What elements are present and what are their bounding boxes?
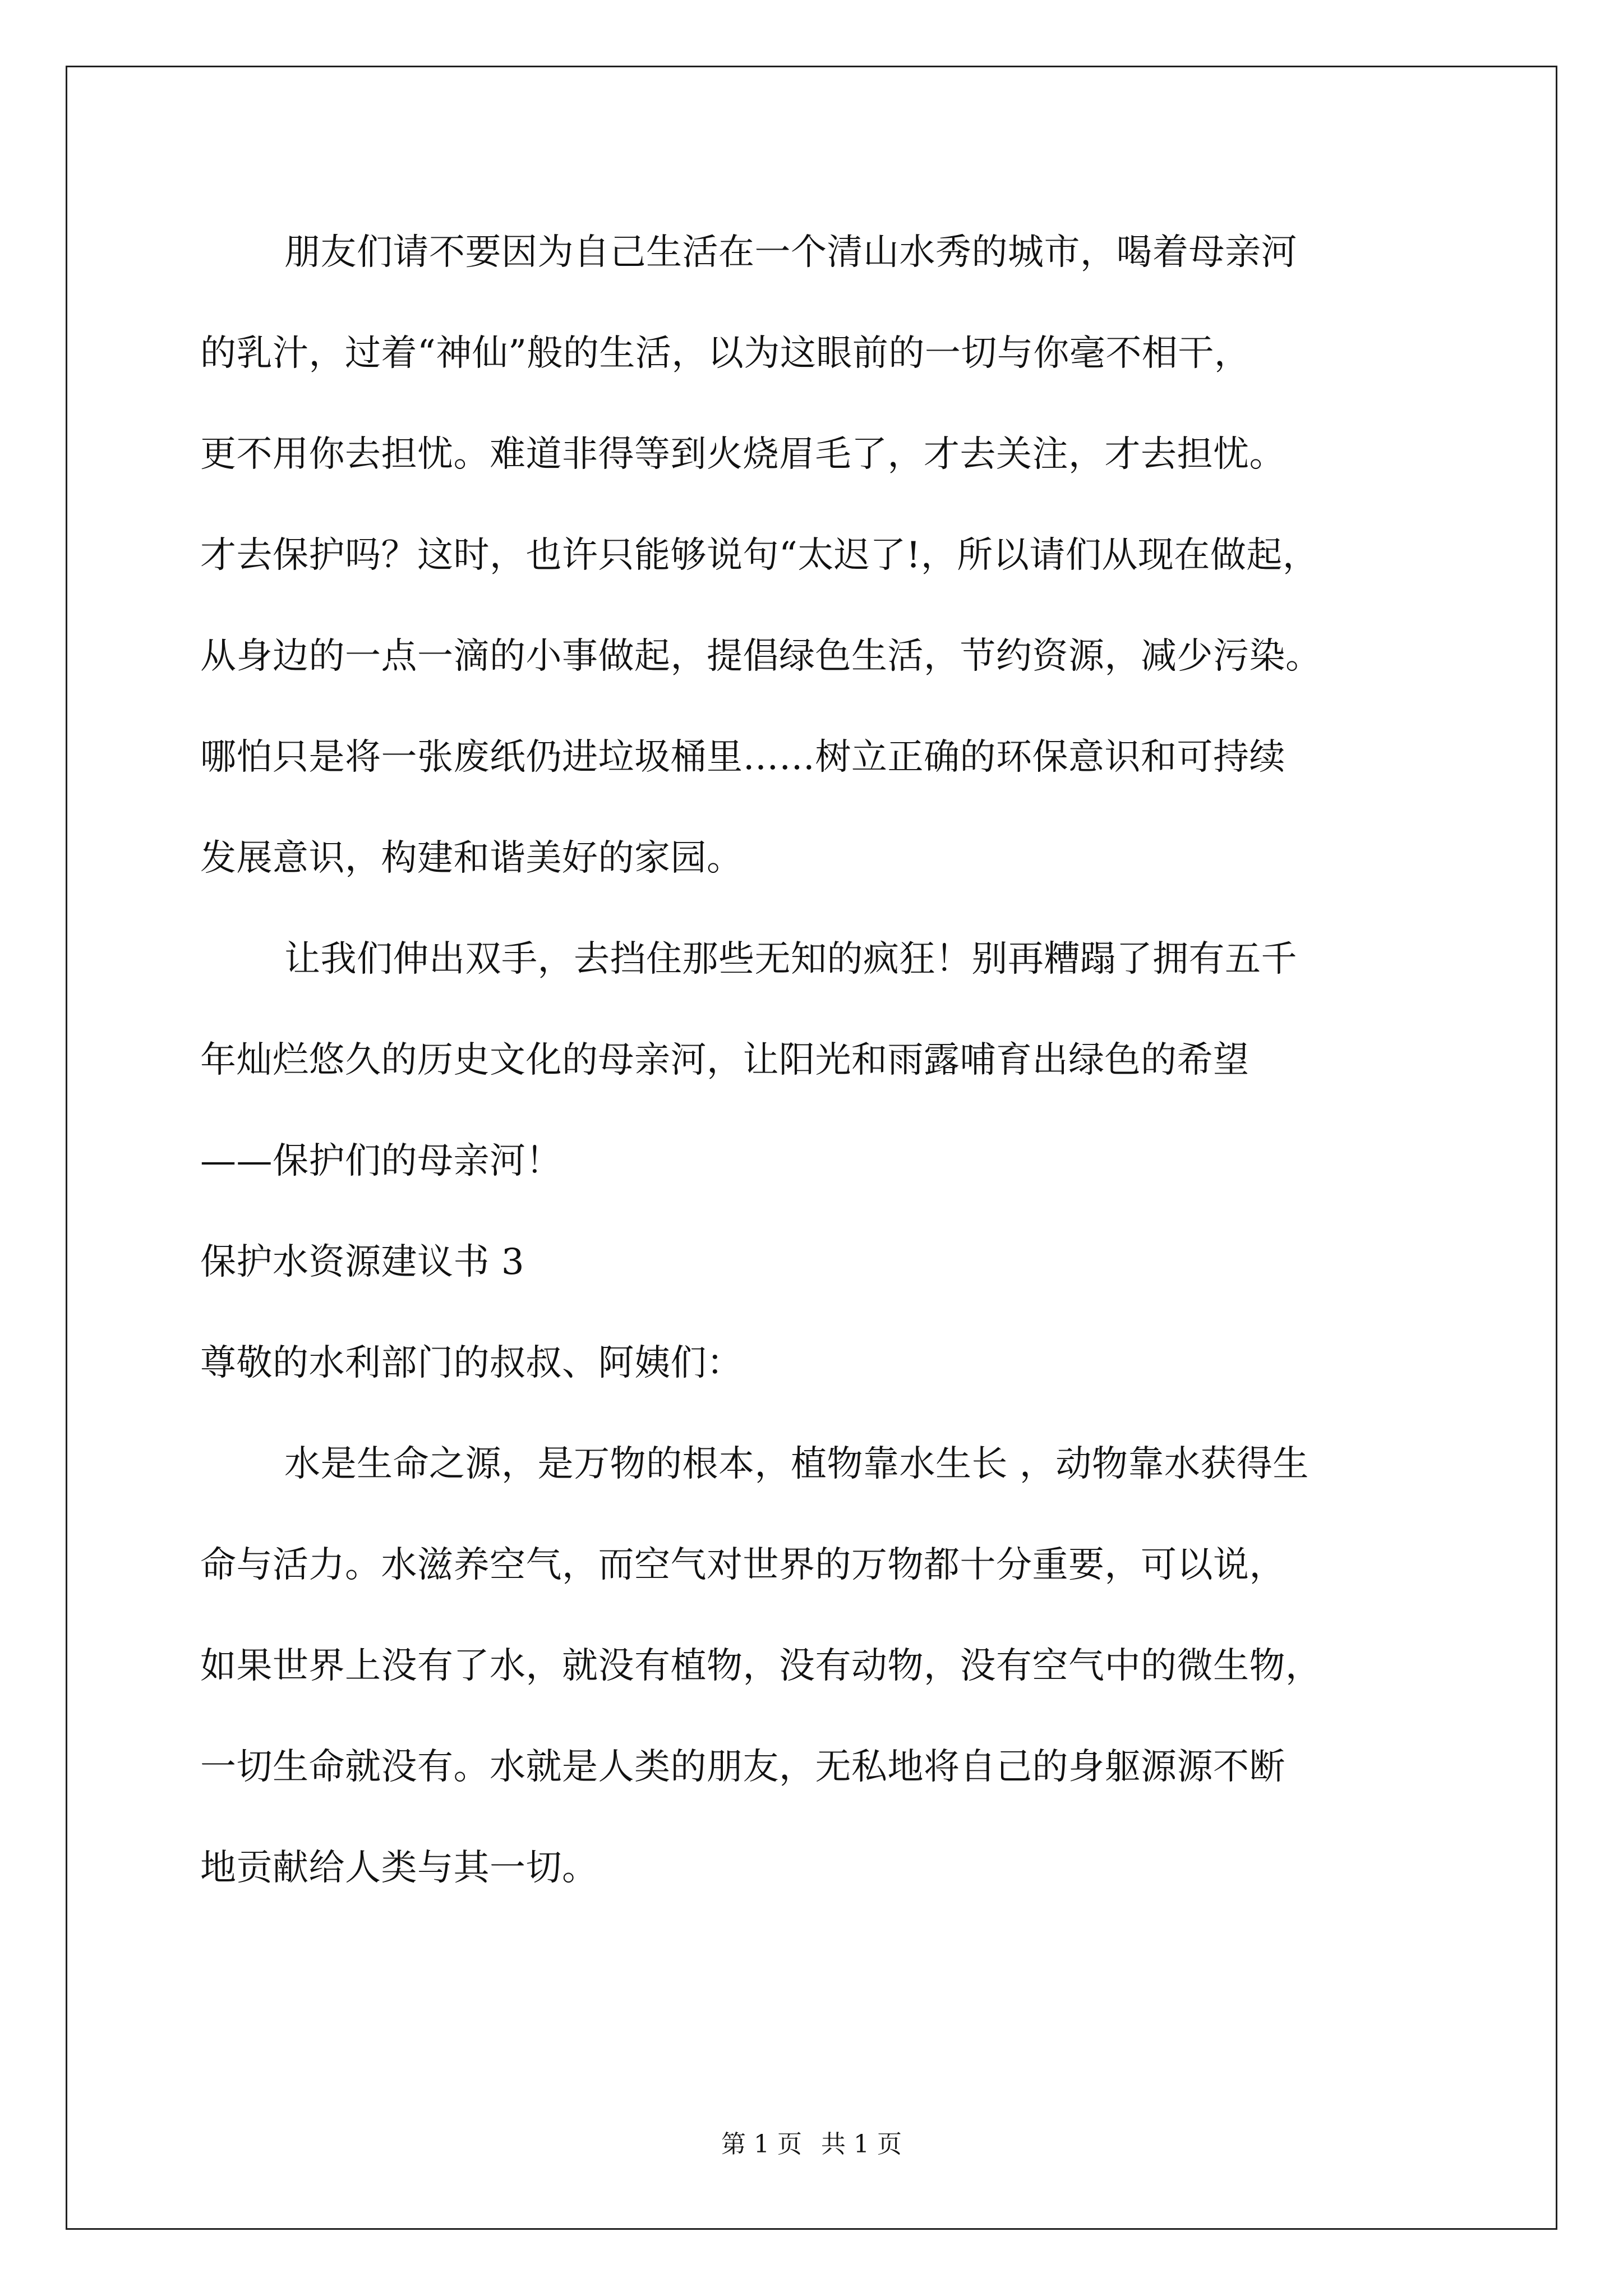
page-number-label: 第 1 页 [721, 2130, 802, 2159]
paragraph-1-line-5: 从身边的一点一滴的小事做起，提倡绿色生活，节约资源，减少污染。 [200, 636, 1322, 677]
paragraph-1-line-3: 更不用你去担忧。难道非得等到火烧眉毛了，才去关注，才去担忧。 [200, 434, 1285, 475]
paragraph-1-line-4: 才去保护吗？这时，也许只能够说句“太迟了!，所以请们从现在做起， [200, 535, 1319, 576]
section-heading: 保护水资源建议书 3 [200, 1241, 525, 1283]
page-footer [0, 2129, 1623, 2160]
paragraph-1-line-2: 的乳汁，过着“神仙”般的生活，以为这眼前的一切与你毫不相干， [200, 333, 1251, 374]
paragraph-2-line-1: 让我们伸出双手，去挡住那些无知的疯狂！别再糟蹋了拥有五千 [284, 938, 1297, 980]
paragraph-1-line-6: 哪怕只是将一张废纸仍进垃圾桶里……树立正确的环保意识和可持续 [200, 737, 1285, 778]
body-line-2: 命与活力。水滋养空气，而空气对世界的万物都十分重要，可以说， [200, 1544, 1285, 1586]
paragraph-1-line-1: 朋友们请不要因为自己生活在一个清山水秀的城市，喝着母亲河 [284, 232, 1297, 273]
body-line-4: 一切生命就没有。水就是人类的朋友，无私地将自己的身躯源源不断 [200, 1746, 1285, 1788]
page-total-label: 共 1 页 [821, 2130, 902, 2159]
body-line-1: 水是生命之源，是万物的根本，植物靠水生长 ，动物靠水获得生 [284, 1443, 1309, 1485]
body-line-3: 如果世界上没有了水，就没有植物，没有动物，没有空气中的微生物， [200, 1645, 1322, 1687]
paragraph-2-line-3: ——保护们的母亲河！ [200, 1140, 562, 1182]
body-line-5: 地贡献给人类与其一切。 [200, 1847, 598, 1889]
paragraph-1-line-7: 发展意识，构建和谐美好的家园。 [200, 838, 743, 879]
paragraph-2-line-2: 年灿烂悠久的历史文化的母亲河，让阳光和雨露哺育出绿色的希望 [200, 1039, 1249, 1081]
salutation: 尊敬的水利部门的叔叔、阿姨们： [200, 1342, 743, 1384]
